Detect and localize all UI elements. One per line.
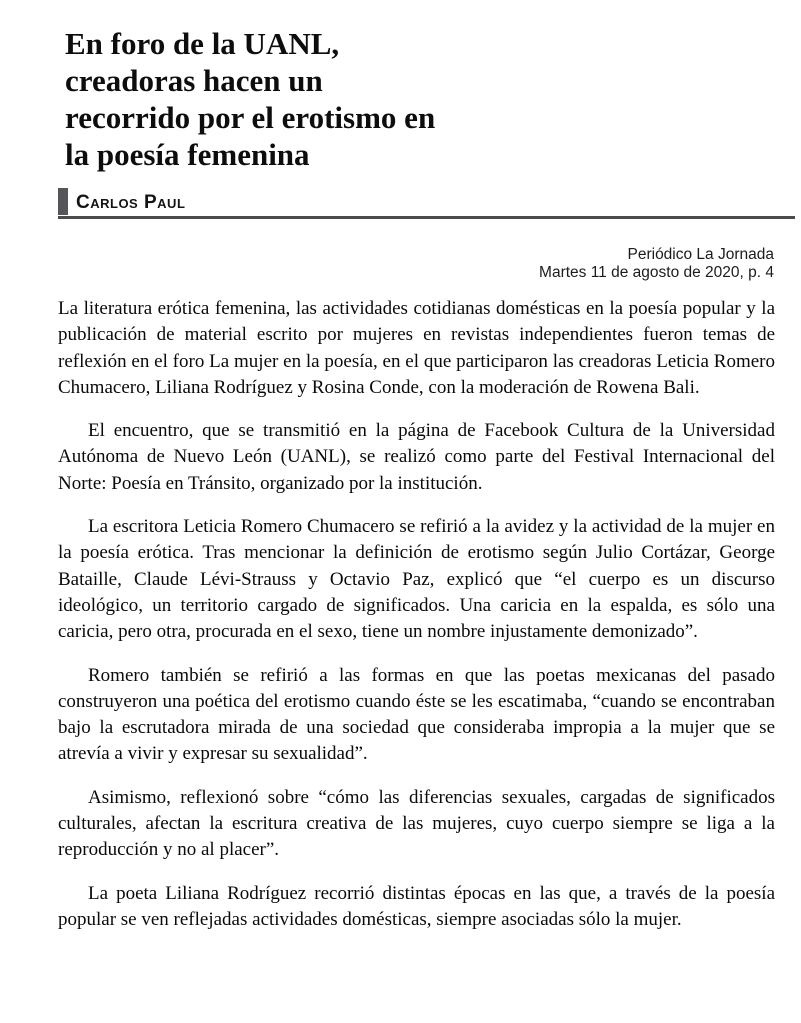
dateline-date: Martes 11 de agosto de 2020, p. 4 [539,263,774,281]
title-line-2: creadoras hacen un [65,63,323,98]
byline [58,188,795,219]
title-line-3: recorrido por el erotismo en [65,100,436,135]
dateline [58,246,774,281]
byline-author: Carlos Paul [76,192,186,213]
dateline-publication: Periódico La Jornada [627,246,774,263]
byline-bar [58,188,68,215]
paragraph: La escritora Leticia Romero Chumacero se refirió a la avidez y la actividad de la mujer en la poesía erótica. Tras mencionar la definición de erotismo según Julio Cortázar, George Bataille, Claude Lévi-Strauss y Octavio Paz, explicó que “el cuerpo es un discurso ideológico, un territorio cargado de significados. Una caricia en la espalda, es sólo una caricia, pero otra, procurada en el sexo, tiene un nombre injustamente demonizado”. [58,516,775,643]
page-title [65,25,761,173]
article-body [58,296,775,933]
paragraph: El encuentro, que se transmitió en la página de Facebook Cultura de la Universidad Autónoma de Nuevo León (UANL), se realizó como parte del Festival Internacional del Norte: Poesía en Tránsito, organizado por la institución. [58,420,775,494]
paragraph: Romero también se refirió a las formas en que las poetas mexicanas del pasado construyeron una poética del erotismo cuando éste se les escatimaba, “cuando se encontraban bajo la escrutadora mirada de una sociedad que consideraba impropia a la mujer que se atrevía a vivir y expresar su sexualidad”. [58,664,775,765]
paragraph: La poeta Liliana Rodríguez recorrió distintas épocas en las que, a través de la poesía popular se ven reflejadas actividades domésticas, siempre asociadas sólo la mujer. [58,882,775,930]
paragraph: Asimismo, reflexionó sobre “cómo las diferencias sexuales, cargadas de significados culturales, afectan la escritura creativa de las mujeres, cuyo cuerpo siempre se liga a la reproducción y no al placer”. [58,786,775,861]
title-line-4: la poesía femenina [65,137,310,172]
paragraph: La literatura erótica femenina, las actividades cotidianas domésticas en la poesía popular y la publicación de material escrito por mujeres en revistas independientes fueron temas de reflexión en el foro La mujer en la poesía, en el que participaron las creadoras Leticia Romero Chumacero, Liliana Rodríguez y Rosina Conde, con la moderación de Rowena Bali. [58,298,775,398]
title-line-1: En foro de la UANL, [65,26,340,61]
